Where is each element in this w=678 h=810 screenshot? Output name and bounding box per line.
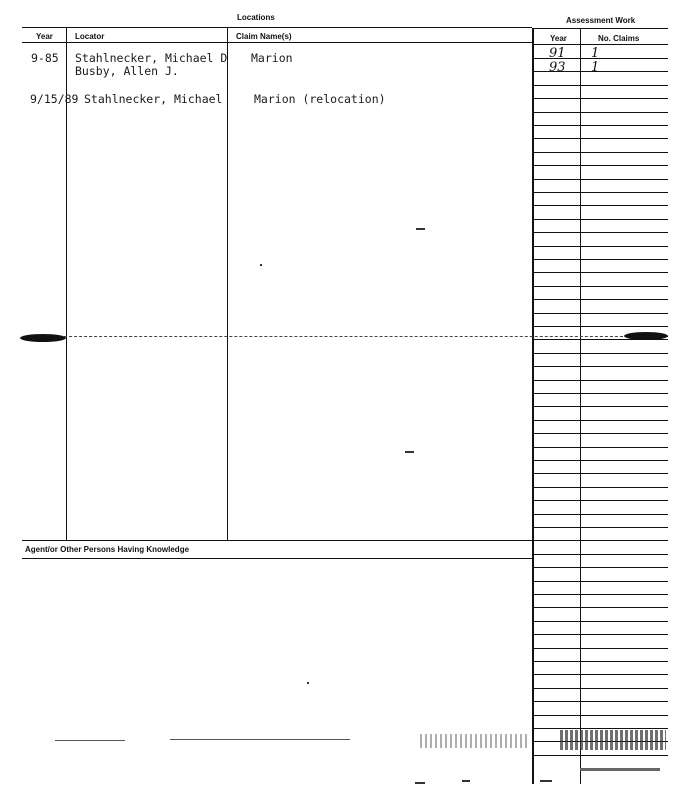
top-rule: [22, 27, 532, 28]
assessment-2-claims: 1: [591, 60, 600, 75]
entry-2-locator-line-1: Stahlnecker, Michael: [84, 92, 223, 106]
assessment-ruled-line: [532, 473, 668, 474]
assessment-ruled-line: [532, 125, 668, 126]
assessment-header-rule: [532, 44, 668, 45]
entry-1-locator-line-2: Busby, Allen J.: [75, 64, 179, 78]
assessment-ruled-line: [532, 594, 668, 595]
assessment-ruled-line: [532, 420, 668, 421]
scan-mark: [416, 228, 425, 230]
assessment-ruled-line: [532, 554, 668, 555]
fold-mark-right: [624, 332, 668, 340]
scan-mark: [307, 682, 309, 684]
assessment-ruled-line: [532, 715, 668, 716]
assessment-ruled-line: [532, 500, 668, 501]
assessment-ruled-line: [532, 621, 668, 622]
assessment-ruled-line: [532, 272, 668, 273]
assessment-ruled-line: [532, 607, 668, 608]
assessment-ruled-line: [532, 138, 668, 139]
assessment-ruled-line: [532, 514, 668, 515]
assessment-ruled-line: [532, 688, 668, 689]
assessment-top-rule: [532, 28, 668, 29]
assessment-ruled-line: [532, 219, 668, 220]
assessment-ruled-line: [532, 648, 668, 649]
entry-1-claim: Marion: [251, 51, 293, 65]
entry-2-year: 9/15/89: [30, 92, 79, 106]
assessment-ruled-line: [532, 165, 668, 166]
assessment-ruled-line: [532, 179, 668, 180]
scan-noise: [415, 782, 425, 784]
assessment-ruled-line: [532, 380, 668, 381]
assessment-ruled-line: [532, 286, 668, 287]
claim-names-column-header: Claim Name(s): [236, 32, 292, 41]
assessment-ruled-line: [532, 433, 668, 434]
bottom-scan-rule: [170, 739, 350, 740]
assessment-ruled-line: [532, 232, 668, 233]
assessment-ruled-line: [532, 540, 668, 541]
agent-section-label: Agent/or Other Persons Having Knowledge: [25, 545, 190, 554]
assessment-year-column-header: Year: [550, 34, 567, 43]
scan-mark: [260, 264, 262, 266]
bottom-scan-rule: [55, 740, 125, 741]
scan-mark: [405, 451, 414, 453]
assessment-1-claims: 1: [591, 46, 600, 61]
entry-2-claim: Marion (relocation): [254, 92, 386, 106]
column-header-rule: [22, 42, 532, 43]
assessment-ruled-line: [532, 152, 668, 153]
assessment-ruled-line: [532, 406, 668, 407]
scan-noise: [462, 780, 470, 782]
assessment-ruled-line: [532, 366, 668, 367]
assessment-ruled-line: [532, 313, 668, 314]
entry-1-year: 9-85: [31, 51, 59, 65]
assessment-work-header: Assessment Work: [566, 16, 636, 25]
year-column-header: Year: [36, 32, 53, 41]
assessment-ruled-line: [532, 634, 668, 635]
assessment-ruled-line: [532, 326, 668, 327]
assessment-ruled-line: [532, 460, 668, 461]
scan-noise: [580, 768, 660, 771]
assessment-ruled-line: [532, 112, 668, 113]
assessment-ruled-line: [532, 581, 668, 582]
assessment-ruled-line: [532, 205, 668, 206]
entry-1-locator-line-1: Stahlnecker, Michael D: [75, 51, 228, 65]
assessment-ruled-line: [532, 527, 668, 528]
assessment-1-year: 91: [549, 46, 566, 61]
assessment-ruled-line: [532, 246, 668, 247]
assessment-ruled-line: [532, 85, 668, 86]
assessment-2-year: 93: [549, 60, 566, 75]
assessment-ruled-line: [532, 728, 668, 729]
assessment-ruled-line: [532, 98, 668, 99]
assessment-ruled-line: [532, 755, 668, 756]
agent-top-rule: [22, 540, 532, 541]
locator-column-header: Locator: [75, 32, 105, 41]
scan-noise: [560, 730, 666, 750]
locations-header: Locations: [237, 13, 275, 22]
scan-noise: [540, 780, 552, 782]
fold-mark-left: [20, 334, 66, 342]
assessment-ruled-line: [532, 192, 668, 193]
assessment-ruled-line: [532, 393, 668, 394]
assessment-ruled-line: [532, 661, 668, 662]
assessment-ruled-line: [532, 353, 668, 354]
assessment-ruled-line: [532, 674, 668, 675]
locator-claim-divider: [227, 28, 228, 540]
assessment-ruled-line: [532, 701, 668, 702]
assessment-ruled-line: [532, 567, 668, 568]
no-claims-column-header: No. Claims: [598, 34, 640, 43]
assessment-ruled-line: [532, 299, 668, 300]
agent-bottom-rule: [22, 558, 532, 559]
scan-noise: [420, 734, 530, 748]
assessment-ruled-line: [532, 487, 668, 488]
assessment-ruled-line: [532, 259, 668, 260]
page-fold-line: [24, 336, 668, 337]
assessment-ruled-line: [532, 447, 668, 448]
